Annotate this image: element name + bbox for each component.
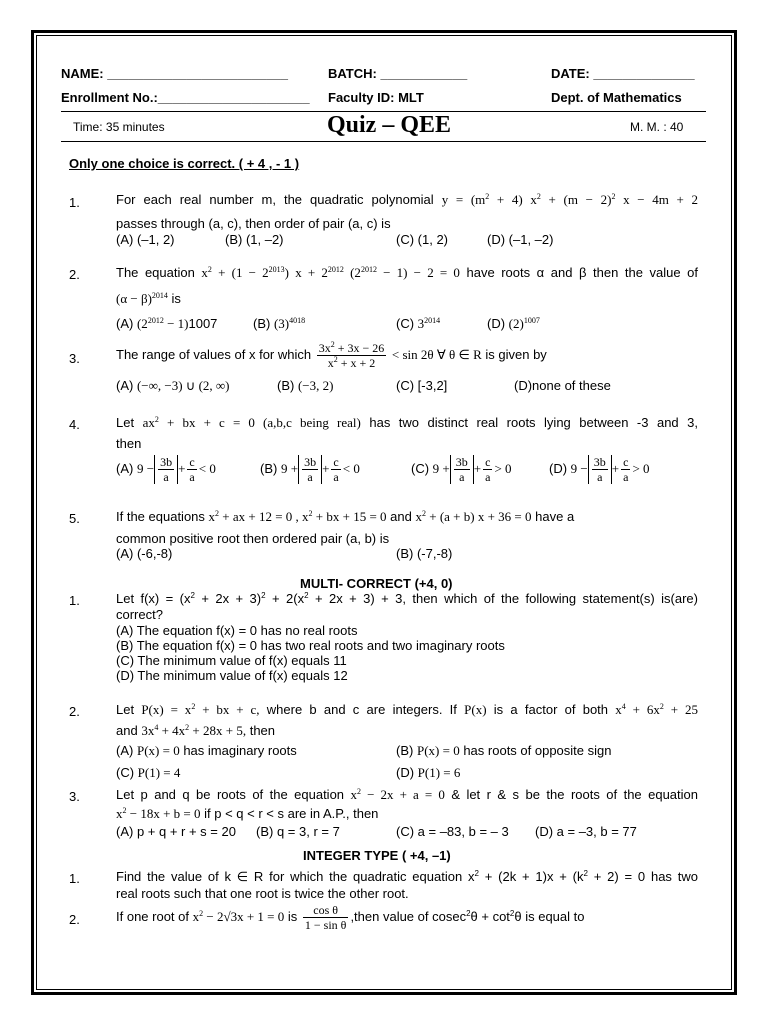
question-text: Let p and q be roots of the equation $x^2 - 2x + a = 0$ & let r & s be the roots of the equation <box>116 787 699 802</box>
question-number: 3. <box>69 789 80 804</box>
option-a: (A) P(x) = 0 has imaginary roots <box>116 743 297 758</box>
question-text: The range of values of x for which $\frac{3x^2 + 3x - 26}{x^2 + x + 2}$ < sin 2θ ∀ θ ∈ R is given by <box>116 340 547 370</box>
option-b: (B) 9 + $\frac{3b}{a}$ + $\frac{c}{a}$ < 0 <box>260 455 360 484</box>
question-number: 5. <box>69 511 80 526</box>
question-text-cont: $(\alpha - \beta)^{2014}$ is <box>116 291 181 306</box>
max-marks: M. M. : 40 <box>630 120 684 134</box>
question-text: Let $P(x) = x^2$ + bx + c, where b and c are integers. If P(x) is a factor of both $x^4 + 6x^2 + 25$ <box>116 702 698 717</box>
header-rule-bottom <box>61 141 706 142</box>
option-c: (C) P(1) = 4 <box>116 765 181 780</box>
math-fraction: $\frac{3x^2 + 3x - 26}{x^2 + x + 2}$ <box>318 340 385 370</box>
option-b: (B) (-7,-8) <box>396 546 453 561</box>
question-number: 1. <box>69 593 80 608</box>
math-expression: $x^2$ + ax + 12 = 0 , $x^2$ + bx + 15 = 0 <box>208 509 387 524</box>
option-c: (C) [-3,2] <box>396 378 448 393</box>
question-number: 2. <box>69 267 80 282</box>
question-text-cont: and $3x^4 + 4x^2 + 28x + 5$, then <box>116 723 276 738</box>
question-text: If the equations $x^2$ + ax + 12 = 0 , $x^2$ + bx + 15 = 0 and $x^2 + (a + b) x + 36 = 0$ have a <box>116 509 575 524</box>
question-number: 1. <box>69 195 80 210</box>
question-number: 4. <box>69 417 80 432</box>
question-text: If one root of $x^2 - 2√3x + 1 = 0$ is $\frac{\text{cos θ}}{\text{1 − sin θ}}$ ,then value of $cosec^2\theta + \cot^2\theta$ is equal to <box>116 903 585 932</box>
option-c: (C) 9 + $\frac{3b}{a}$ + $\frac{c}{a}$ > 0 <box>411 455 512 484</box>
math-expression: $x^2 - 2√3x + 1 = 0$ <box>192 908 285 924</box>
option-d: (D)none of these <box>514 378 611 393</box>
option-a: (A) $(2^{2012} - 1)1007$ <box>116 316 218 331</box>
question-text: Let $f(x) = (x^2 + 2x + 3)^2 + 2(x^2 + 2x + 3) + 3$, then which of the following statement(s) is(are) <box>116 591 698 606</box>
option-c: (C) a = –83, b = – 3 <box>396 824 509 839</box>
question-number: 2. <box>69 912 80 927</box>
option-b: (B) $(3)^{4018}$ <box>253 316 306 331</box>
batch-field: BATCH: ____________ <box>328 66 468 81</box>
question-text: Let $ax^2$ + bx + c = 0 (a,b,c being real) has two distinct real roots lying between -3 and 3, <box>116 415 698 430</box>
option-c: (C) The minimum value of f(x) equals 11 <box>116 653 347 668</box>
math-expression: $y = (m^2 + 4) x^2 + (m - 2)^2$ x − 4m + 2 <box>441 192 698 207</box>
question-text-cont: passes through (a, c), then order of pair (a, c) is <box>116 216 391 231</box>
math-fraction: $\frac{\text{cos θ}}{\text{1 − sin θ}}$ <box>304 903 347 932</box>
math-expression: $x^2 + (a + b) x + 36 = 0$ <box>415 509 532 524</box>
section-single-heading: Only one choice is correct. ( + 4 , - 1 ) <box>69 156 300 171</box>
question-number: 3. <box>69 351 80 366</box>
question-text: Find the value of k ∈ R for which the quadratic equation $x^2 + (2k + 1)x + (k^2 + 2) = 0$ has two <box>116 869 698 884</box>
math-expression: $(\alpha - \beta)^{2014}$ <box>116 291 168 306</box>
math-expression: $ax^2$ + bx + c = 0 (a,b,c being real) <box>142 415 361 430</box>
faculty-id: Faculty ID: MLT <box>328 90 424 105</box>
option-d: (D) $(2)^{1007}$ <box>487 316 540 331</box>
option-b: (B) (−3, 2) <box>277 378 334 393</box>
option-a: (A) The equation f(x) = 0 has no real roots <box>116 623 358 638</box>
department: Dept. of Mathematics <box>551 90 682 105</box>
option-c: (C) (1, 2) <box>396 232 448 247</box>
option-b: (B) The equation f(x) = 0 has two real roots and two imaginary roots <box>116 638 505 653</box>
question-number: 1. <box>69 871 80 886</box>
section-multi-heading: MULTI- CORRECT (+4, 0) <box>300 576 453 591</box>
question-text-cont: $x^2 - 18x + b = 0$ if p < q < r < s are in A.P., then <box>116 806 379 821</box>
question-text-cont: common positive root then ordered pair (a, b) is <box>116 531 390 546</box>
question-number: 2. <box>69 704 80 719</box>
option-a: (A) (−∞, −3) ∪ (2, ∞) <box>116 378 230 393</box>
quiz-title: Quiz – QEE <box>327 112 452 138</box>
time-label: Time: 35 minutes <box>73 120 165 134</box>
question-text-cont: real roots such that one root is twice the other root. <box>116 886 409 901</box>
option-d: (D) 9 − $\frac{3b}{a}$ + $\frac{c}{a}$ > 0 <box>549 455 650 484</box>
option-d: (D) P(1) = 6 <box>396 765 461 780</box>
option-d: (D) a = –3, b = 77 <box>535 824 637 839</box>
date-field: DATE: ______________ <box>551 66 695 81</box>
math-expression: $P(x) = x^2$ + bx + c, <box>141 702 260 717</box>
option-a: (A) 9 − $\frac{3b}{a}$ + $\frac{c}{a}$ < 0 <box>116 455 216 484</box>
question-text-cont: correct? <box>116 607 163 622</box>
option-d: (D) The minimum value of f(x) equals 12 <box>116 668 348 683</box>
question-text: For each real number m, the quadratic polynomial $y = (m^2 + 4) x^2 + (m - 2)^2$ x − 4m + 2 <box>116 192 698 207</box>
option-b: (B) (1, –2) <box>225 232 284 247</box>
name-field: NAME: _________________________ <box>61 66 288 81</box>
option-b: (B) q = 3, r = 7 <box>256 824 340 839</box>
math-expression: $x^2 + (1 - 2^{2013}) x + 2^{2012}$ $(2^{2012} - 1) - 2 = 0$ <box>201 265 460 280</box>
section-integer-heading: INTEGER TYPE ( +4, –1) <box>303 848 451 863</box>
option-d: (D) (–1, –2) <box>487 232 554 247</box>
question-text: The equation $x^2 + (1 - 2^{2013}) x + 2^{2012}$ $(2^{2012} - 1) - 2 = 0$ have roots α and β then the value of <box>116 265 698 280</box>
option-c: (C) $3^{2014}$ <box>396 316 441 331</box>
option-b: (B) P(x) = 0 has roots of opposite sign <box>396 743 612 758</box>
option-a: (A) (-6,-8) <box>116 546 173 561</box>
math-expression: $x^2 - 2x + a = 0$ <box>350 787 445 802</box>
option-a: (A) (–1, 2) <box>116 232 175 247</box>
option-a: (A) p + q + r + s = 20 <box>116 824 236 839</box>
question-text-cont: then <box>116 436 142 451</box>
enrollment-field: Enrollment No.:_____________________ <box>61 90 310 105</box>
